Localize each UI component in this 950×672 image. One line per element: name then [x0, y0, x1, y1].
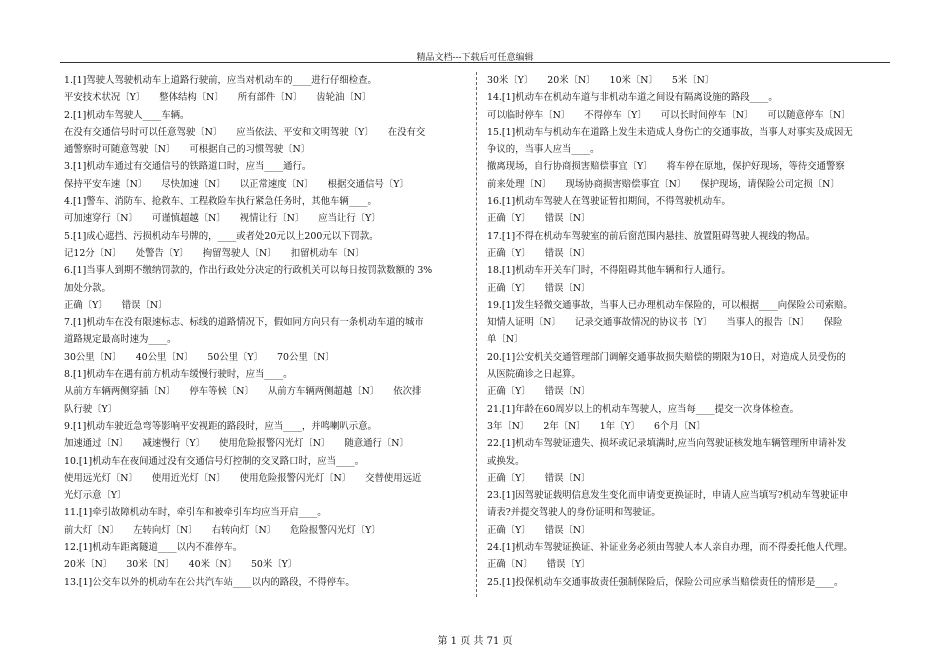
right-column-line: 17.[1]不得在机动车驾驶室的前后窗范围内悬挂、放置阻碍驾驶人视线的物品。 [487, 230, 816, 242]
left-column-line: 保持平安车速〔N〕 尽快加速〔N〕 以正常速度〔N〕 根据交通信号〔Y〕 [64, 178, 409, 190]
left-column-line: 30公里〔N〕 40公里〔N〕 50公里〔Y〕 70公里〔N〕 [64, 351, 335, 363]
right-column-line: 从医院确诊之日起算。 [487, 369, 581, 381]
right-column-line: 前来处理〔N〕 现场协商损害赔偿事宜〔N〕 保护现场，请保险公司定损〔N〕 [487, 178, 840, 190]
page-header: 精品文档---下载后可任意编辑 [416, 53, 534, 63]
left-column-line: 5.[1]成心遮挡、污损机动车号牌的，____或者处20元以上200元以下罚款。 [64, 230, 379, 242]
right-column-line: 正确〔Y〕 错误〔N〕 [487, 524, 591, 536]
right-column-line: 19.[1]发生轻微交通事故，当事人已办理机动车保险的，可以根据____向保险公司索赔。 [487, 299, 853, 311]
right-column-line: 知情人证明〔N〕 记录交通事故情况的协议书〔Y〕 当事人的报告〔N〕 保险 [487, 317, 843, 329]
right-column-line: 请表?并提交驾驶人的身份证明和驾驶证。 [487, 507, 661, 519]
right-column-line: 撤离现场，自行协商损害赔偿事宜〔Y〕 将车停在原地，保护好现场，等待交通警察 [487, 161, 845, 173]
right-column-line: 正确〔Y〕 错误〔N〕 [487, 213, 591, 225]
left-column-line: 3.[1]机动车通过有交通信号的铁路道口时，应当____通行。 [64, 161, 312, 173]
left-column-line: 记12分〔N〕 处警告〔Y〕 拘留驾驶人〔N〕 扣留机动车〔N〕 [64, 247, 365, 259]
right-column-line: 18.[1]机动车开关车门时，不得阻碍其他车辆和行人通行。 [487, 265, 731, 277]
right-column [487, 72, 892, 591]
left-column-line: 8.[1]机动车在遇有前方机动车缓慢行驶时，应当____。 [64, 369, 293, 381]
left-column-line: 前大灯〔N〕 左转向灯〔N〕 右转向灯〔N〕 危险报警闪光灯〔Y〕 [64, 524, 381, 536]
left-column-line: 2.[1]机动车驾驶人____车辆。 [64, 109, 190, 121]
right-column-line: 正确〔Y〕 错误〔N〕 [487, 282, 591, 294]
left-column-line: 道路规定最高时速为____。 [64, 334, 177, 346]
left-column-line: 队行驶〔Y〕 [64, 403, 118, 415]
left-column-line: 在没有交通信号时可以任意驾驶〔N〕 应当依法、平安和文明驾驶〔Y〕 在没有交 [64, 126, 426, 138]
left-column-line: 6.[1]当事人到期不缴纳罚款的，作出行政处分决定的行政机关可以每日按罚款数额的 3% [64, 265, 433, 277]
right-column-line: 3年〔N〕 2年〔N〕 1年〔Y〕 6个月〔N〕 [487, 420, 706, 432]
column-divider [476, 72, 477, 597]
left-column-line: 12.[1]机动车距离隧道____以内不准停车。 [64, 542, 243, 554]
right-column-line: 15.[1]机动车与机动车在道路上发生未造成人身伤亡的交通事故，当事人对事实及成因无 [487, 126, 853, 138]
left-column-line: 1.[1]驾驶人驾驶机动车上道路行驶前，应当对机动车的____进行仔细检查。 [64, 75, 377, 86]
right-column-line: 正确〔N〕 错误〔Y〕 [487, 559, 591, 571]
right-column-line: 正确〔Y〕 错误〔N〕 [487, 247, 591, 259]
right-column-line: 23.[1]因驾驶证载明信息发生变化而申请变更换证时，申请人应当填写?机动车驾驶证申 [487, 490, 849, 502]
left-column-line: 4.[1]警车、消防车、抢救车、工程救险车执行紧急任务时，其他车辆____。 [64, 196, 377, 208]
page-footer: 第 1 页 共 71 页 [437, 636, 513, 647]
left-column-line: 10.[1]机动车在夜间通过没有交通信号灯控制的交叉路口时，应当____。 [64, 455, 365, 467]
left-column-line: 从前方车辆两侧穿插〔N〕 停车等候〔N〕 从前方车辆两侧超越〔N〕 依次排 [64, 386, 422, 398]
right-column-line: 24.[1]机动车驾驶证换证、补证业务必须由驾驶人本人亲自办理，而不得委托他人代理。 [487, 542, 853, 554]
right-column-line: 正确〔Y〕 错误〔N〕 [487, 386, 591, 398]
left-column-line: 正确〔Y〕 错误〔N〕 [64, 299, 168, 311]
right-column-line: 25.[1]投保机动车交通事故责任强制保险后，保险公司应承当赔偿责任的情形是____。 [487, 576, 844, 588]
left-column-line: 光灯示意〔Y〕 [64, 490, 127, 502]
left-column [64, 72, 469, 591]
right-column-line: 或换发。 [487, 455, 525, 467]
right-column-line: 16.[1]机动车驾驶人在驾驶证暂扣期间，不得驾驶机动车。 [487, 196, 731, 208]
right-column-line: 争议的，当事人应当____。 [487, 144, 600, 156]
left-column-line: 加处分款。 [64, 282, 111, 294]
right-column-line: 22.[1]机动车驾驶证遗失、损坏或记录填满时,应当向驾驶证核发地车辆管理所申请补发 [487, 438, 847, 450]
left-column-line: 7.[1]机动车在没有限速标志、标线的道路情况下，假如同方向只有一条机动车道的城市 [64, 317, 424, 329]
right-column-line: 14.[1]机动车在机动车道与非机动车道之间设有隔离设施的路段____。 [487, 92, 778, 104]
right-column-line: 单〔N〕 [487, 334, 524, 346]
right-column-line: 20.[1]公安机关交通管理部门调解交通事故损失赔偿的期限为10日，对造成人员受伤的 [487, 351, 846, 363]
left-column-line: 9.[1]机动车驶近急弯等影响平安视距的路段时，应当____，并鸣喇叭示意。 [64, 420, 377, 432]
right-column-line: 可以临时停车〔N〕 不得停车〔Y〕 可以长时间停车〔N〕 可以随意停车〔N〕 [487, 109, 851, 121]
left-column-line: 通警察时可随意驾驶〔N〕 可根据自己的习惯驾驶〔N〕 [64, 144, 311, 156]
left-column-line: 平安技术状况〔Y〕 整体结构〔N〕 所有部件〔N〕 齿轮油〔N〕 [64, 92, 372, 104]
right-column-line: 正确〔Y〕 错误〔N〕 [487, 472, 591, 484]
right-column-line: 21.[1]年龄在60周岁以上的机动车驾驶人，应当每____提交一次身体检查。 [487, 403, 799, 415]
left-column-line: 可加速穿行〔N〕 可谨慎超越〔N〕 视情让行〔N〕 应当让行〔Y〕 [64, 213, 381, 225]
left-column-line: 11.[1]牵引故障机动车时，牵引车和被牵引车均应当开启____。 [64, 507, 327, 519]
left-column-line: 20米〔N〕 30米〔N〕 40米〔N〕 50米〔Y〕 [64, 559, 298, 571]
header-rule [60, 62, 890, 63]
left-column-line: 13.[1]公交车以外的机动车在公共汽车站____以内的路段，不得停车。 [64, 576, 355, 588]
right-column-line: 30米〔Y〕 20米〔N〕 10米〔N〕 5米〔N〕 [487, 75, 715, 86]
left-column-line: 使用远光灯〔N〕 使用近光灯〔N〕 使用危险报警闪光灯〔N〕 交替使用远近 [64, 472, 422, 484]
left-column-line: 加速通过〔N〕 减速慢行〔Y〕 使用危险报警闪光灯〔N〕 随意通行〔N〕 [64, 438, 409, 450]
